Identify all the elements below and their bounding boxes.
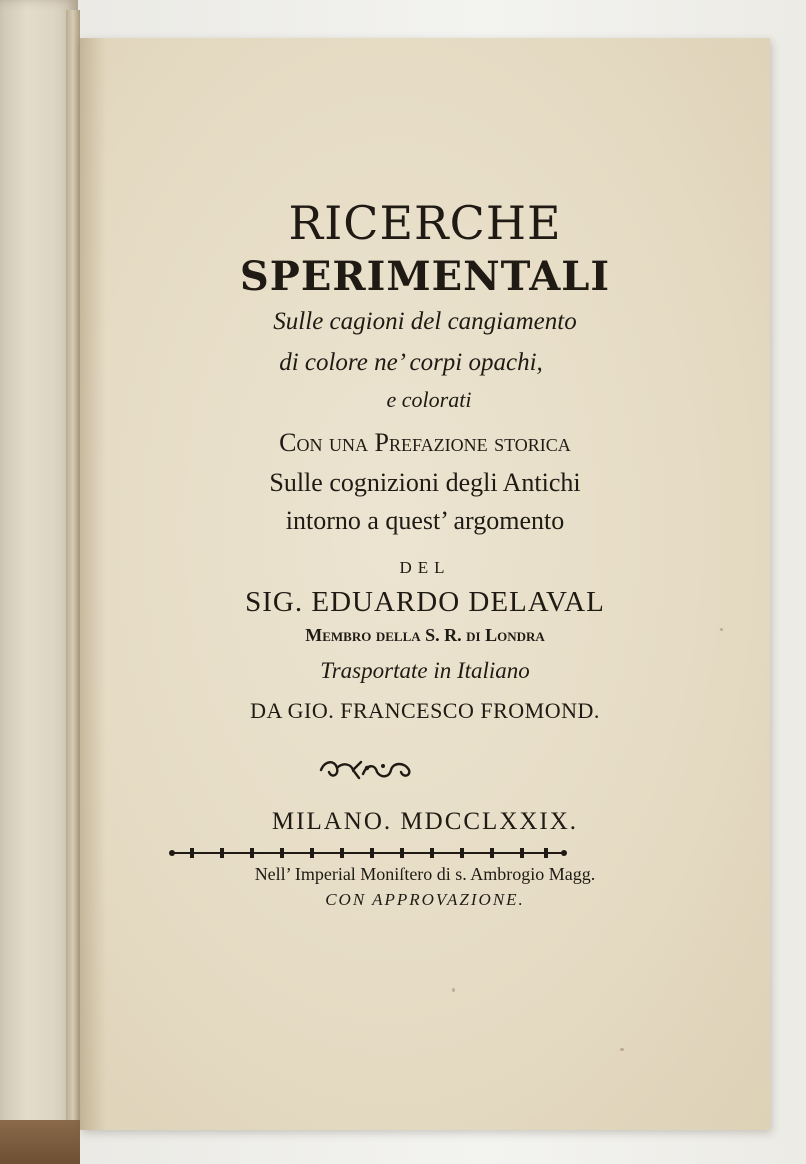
- subtitle-line-1: Sulle cagioni del cangiamento: [273, 308, 577, 335]
- subtitle-line-3: e colorati: [386, 387, 472, 412]
- place-and-year: MILANO. MDCCLXXIX.: [271, 808, 579, 835]
- translator-name: DA GIO. FRANCESCO FROMOND.: [250, 698, 600, 723]
- fleuron-ornament-icon: [317, 756, 417, 784]
- book-cover-corner: [0, 1120, 80, 1164]
- author-name: SIG. EDUARDO DELAVAL: [245, 586, 605, 618]
- preface-line-2: Sulle cognizioni degli Antichi: [269, 468, 581, 497]
- ornamental-rule-icon: [168, 846, 568, 860]
- title-page: [80, 38, 770, 1130]
- preface-line-1: Con una Prefazione storica: [279, 428, 571, 457]
- book-spine: [66, 10, 80, 1160]
- translation-note: Trasportate in Italiano: [320, 658, 530, 683]
- title-line-2: SPERIMENTALI: [239, 253, 611, 300]
- preface-line-3: intorno a quest’ argomento: [285, 506, 565, 535]
- title-line-1: RICERCHE: [288, 196, 562, 250]
- author-membership: Membro della S. R. di Londra: [305, 625, 545, 645]
- del-label: DEL: [399, 558, 451, 577]
- subtitle-line-2: di colore ne’ corpi opachi,: [279, 349, 543, 376]
- paper-speck: [452, 988, 455, 992]
- paper-speck: [620, 1048, 624, 1051]
- paper-speck: [720, 628, 723, 631]
- printer-line: Nell’ Imperial Moniſtero di s. Ambrogio Magg.: [254, 864, 596, 884]
- approval-line: CON APPROVAZIONE.: [325, 890, 525, 909]
